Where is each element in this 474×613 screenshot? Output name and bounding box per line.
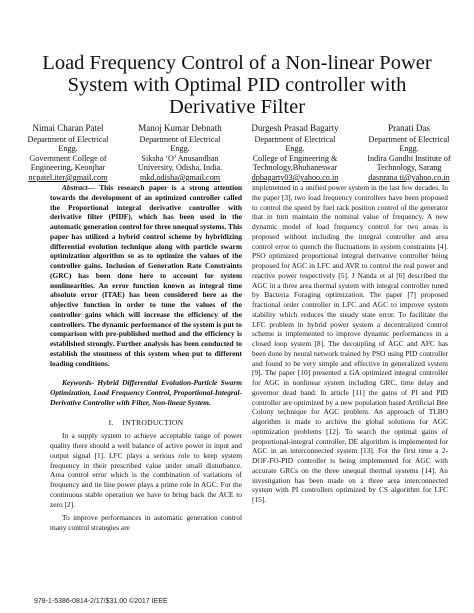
author-affiliation-line: Technology, Sarang	[376, 163, 442, 173]
paper-title: Load Frequency Control of a Non-linear Power System with Optimal PID controller with Derivative Filter	[42, 52, 432, 118]
section-heading-introduction	[50, 418, 242, 428]
intro-paragraph-2: To improve performances in automatic generation control many control strategies are	[50, 513, 242, 532]
author-name: Durgesh Prasad Bagarty	[251, 123, 339, 133]
author-affiliation-line: College of Engineering &	[252, 153, 338, 163]
author-affiliation-line: Engg.	[285, 144, 305, 154]
author-email-link[interactable]: ncpatel.iter@gmail.com	[28, 172, 108, 182]
right-column	[252, 183, 448, 505]
section-title: INTRODUCTION	[122, 417, 184, 427]
author-affiliation-line: Engg.	[170, 144, 190, 154]
abstract-text: This research paper is a strong attention towards the development of an optimized controller called the Proportional integral derivative controller with derivative filter (PIDF), which has been used in the automatic generation control for three unequal systems. This paper has utilized a hybrid control scheme by hybridizing differential evolution technique along with particle swarm optimization algorithm so as to optimize the values of the controller gains. Inclusion of Generation Rate Constraints (GRC) has been done here to account for system nonlinearities. An error function known as integral time absolute error (ITAE) has been considered here as the objective function in order to tune the values of the controller gains which will increase the efficiency of the controllers. The dynamic performance of the system is put to comparison with pre-published method and the efficiency is established strongly. Further analysis has been conducted to establish the stoutness of this system when put to different loading conditions.	[50, 183, 242, 368]
author-affiliation-line: University, Odisha, India.	[137, 163, 223, 173]
author-email-link[interactable]: dasprana ti@yahoo.co.in	[368, 172, 450, 182]
abstract: Abstract— This research paper is a strong attention towards the development of an optimized controller called the Proportional integral derivative controller with derivative filter (PIDF), which has been used in the automatic generation control for three unequal systems. This paper has utilized a hybrid control scheme by hybridizing differential evolution technique along with particle swarm optimization algorithm so as to optimize the values of the controller gains. Inclusion of Generation Rate Constraints (GRC) has been done here to account for system nonlinearities. An error function known as integral time absolute error (ITAE) has been considered here as the objective function in order to tune the values of the controller gains which will increase the efficiency of the controllers. The dynamic performance of the system is put to comparison with pre-published method and the efficiency is established strongly. Further analysis has been conducted to establish the stoutness of this system when put to different loading conditions.	[50, 183, 242, 368]
author-affiliation-line: Department of Electrical	[368, 134, 450, 144]
copyright-footer: 978-1-5386-0814-2/17/$31.00 ©2017 IEEE	[34, 598, 168, 605]
author-affiliation-line: Indira Gandhi Institute of	[367, 153, 451, 163]
keywords	[50, 378, 242, 407]
section-number: I.	[108, 417, 114, 427]
author-name: Manoj Kumar Debnath	[138, 123, 222, 133]
author-2	[126, 124, 234, 183]
author-affiliation-line: Technology,Bhubaneswar	[252, 163, 338, 173]
author-affiliation-line: Engg.	[58, 144, 78, 154]
author-affiliation-line: Government College of	[29, 153, 107, 163]
author-3	[240, 124, 350, 183]
author-name: Nimai Charan Patel	[32, 123, 104, 133]
intro-paragraph-continued: implemented in a unified power system in the last few decades. In the paper [3], two load frequency controllers have been proposed to control the speed by fuel rack position control of the generator that in turn maintain the nominal value of frequency. A new dynamic model of load frequency control for two areas is proposed without including the integral controller and area control error to quench the fluctuations in system constraints [4]. PSO optimized proportional integral derivative controller being proposed for AGC in LFC and AVR to control the real power and reactive power respectively [5]. J Nanda et al [6] described the AGC in a three area thermal system with integral controller tuned by Bacteria Foraging optimization. The paper [7] proposed fractional order controller in LFC and AGC to improve system stability which reduces the steady state error. To facilitate the LFC problem in hybrid power system a decentralized control scheme is implemented to improve dynamic performances in a closed loop system [8]. The decoupling of AGC and AFC has been done by neural network trained by PSO using PID controller and found to be very simple and effective in generalized system [9]. The paper [10] presented a GA optimized integral controller for AGC in nonlinear system including GRC, time delay and governor dead band. In article [11] the gains of PI and PID controller are optimized by a new population based Artificial Bee Colony technique for AGC problem. An approach of TLBO algorithm is made to archive the global solutions for AGC optimization problems [12]. To search the optimal gains of proportional-integral controller, DE algorithm is implemented for AGC in an interconnected system [13]. For the first time a 2-DOF-FO-PID controller is being implemented for AGC with accurate GRCs on the three unequal thermal systems [14]. An investigation has been made on a three area interconnected system with PI controllers optimized by CS algorithm for LFC [15].	[252, 183, 448, 504]
left-column	[50, 183, 242, 537]
intro-paragraph-1: In a supply system to achieve acceptable range of power quality there should a well balance of active power in input and output signal [1]. LFC plays a serious role to keep system frequency in their prescribed value under small disturbance. Area control error which is the combination of variations of frequency and tie line power plays a prime role in AGC. For the continuous stable operation we have to bring back the ACE to zero [2].	[50, 431, 242, 509]
author-affiliation-line: Department of Electrical	[139, 134, 221, 144]
author-1	[14, 124, 122, 183]
author-affiliation-line: Department of Electrical	[254, 134, 336, 144]
author-affiliation-line: Siksha ‘O’ Anusandhan	[141, 153, 219, 163]
author-affiliation-line: Department of Electrical	[27, 134, 109, 144]
abstract-label: Abstract	[62, 183, 88, 192]
keywords-label: Keywords-	[62, 378, 95, 388]
author-name: Pranati Das	[388, 123, 430, 133]
author-email-link[interactable]: mkd.odisha@gmail.com	[139, 172, 221, 182]
author-email-link[interactable]: dpbagarty03@yahoo.co.in	[251, 172, 339, 182]
author-affiliation-line: Engineering, Keonjhar	[30, 163, 106, 173]
author-4	[354, 124, 464, 183]
keywords-text: Hybrid Differential Evolution-Particle Swarm Optimization, Load Frequency Control, Proportional-Integral-Derivative Controller with Filter, Non-linear System.	[50, 378, 242, 407]
author-affiliation-line: Engg.	[399, 144, 419, 154]
